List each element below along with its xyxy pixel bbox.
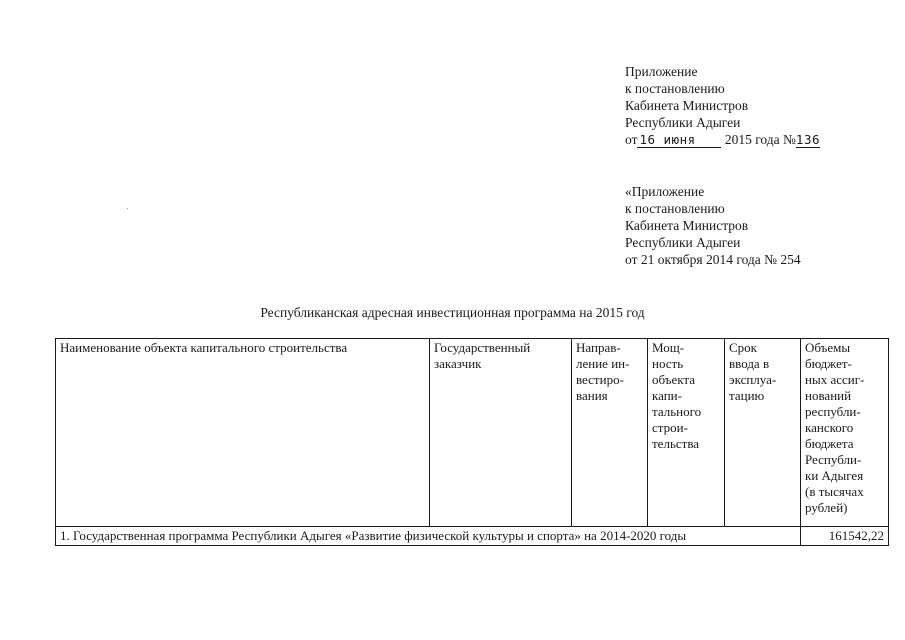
header-customer: Государственный заказчик xyxy=(430,339,572,527)
appendix-cabinet-line: Кабинета Министров xyxy=(625,98,749,113)
date-suffix: 2015 года № xyxy=(721,132,796,147)
prev-appendix-cabinet-line: Кабинета Министров xyxy=(625,218,749,233)
prev-appendix-label: «Приложение xyxy=(625,184,705,199)
header-commissioning-date: Срок ввода в эксплуа- тацию xyxy=(725,339,801,527)
prev-appendix-date-line: от 21 октября 2014 года № 254 xyxy=(625,252,801,267)
appendix-label: Приложение xyxy=(625,64,698,79)
appendix-previous-block xyxy=(625,183,801,268)
appendix-date-line xyxy=(625,131,820,148)
header-object-name: Наименование объекта капитального строительства xyxy=(56,339,430,527)
prev-appendix-resolution-line: к постановлению xyxy=(625,201,725,216)
header-budget-volume: Объемы бюджет- ных ассиг- нований республи- канского бюджета Республи- ки Адыгея (в тысячах рублей) xyxy=(801,339,889,527)
investment-table xyxy=(55,338,889,546)
prev-appendix-republic-line: Республики Адыгеи xyxy=(625,235,741,250)
appendix-current-block xyxy=(625,63,820,148)
table-header-row xyxy=(56,339,889,527)
document-title: Республиканская адресная инвестиционная программа на 2015 год xyxy=(260,305,645,320)
header-capacity: Мощ- ность объекта капи- тального строи- тельства xyxy=(648,339,725,527)
table-row xyxy=(56,527,889,546)
program-name-cell: 1. Государственная программа Республики Адыгея «Развитие физической культуры и спорта» на 2014-2020 годы xyxy=(56,527,801,546)
appendix-resolution-line: к постановлению xyxy=(625,81,725,96)
program-amount-cell: 161542,22 xyxy=(801,527,889,546)
handwritten-number: 136 xyxy=(795,132,820,147)
header-investment-direction: Направ- ление ин- вестиро- вания xyxy=(572,339,648,527)
date-prefix: от xyxy=(625,132,638,147)
appendix-republic-line: Республики Адыгеи xyxy=(625,115,741,130)
scan-speck xyxy=(127,208,128,209)
handwritten-date: 16 июня xyxy=(637,133,721,148)
